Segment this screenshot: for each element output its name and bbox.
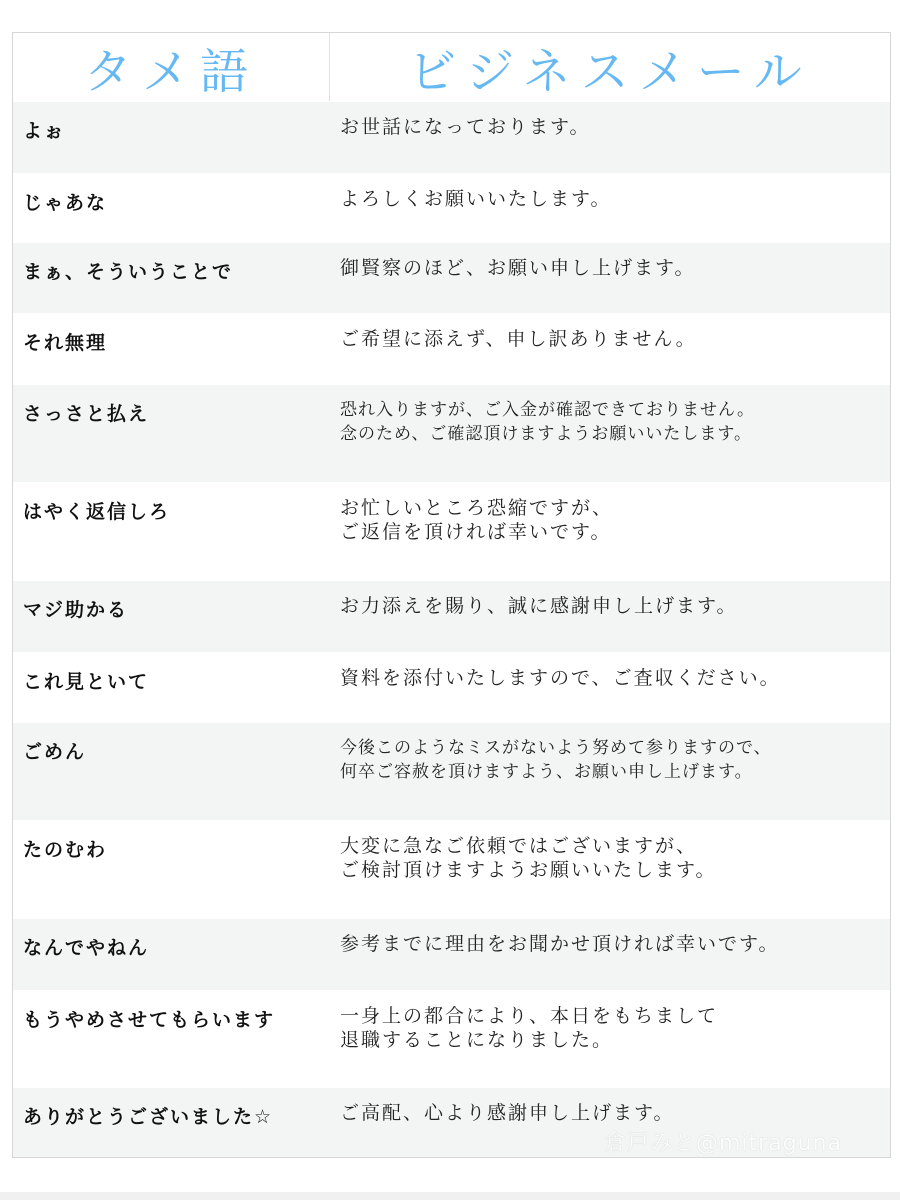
table-row: [13, 242, 890, 313]
casual-phrase: たのむわ: [23, 839, 108, 861]
business-phrase: お忙しいところ恐縮ですが、 ご返信を頂ければ幸いです。: [340, 497, 614, 543]
casual-phrase: じゃあな: [23, 192, 108, 214]
casual-phrase: ありがとうございました☆: [23, 1106, 274, 1128]
business-phrase: お世話になっております。: [340, 116, 591, 138]
table-row: [13, 173, 890, 242]
casual-phrase: よぉ: [23, 120, 66, 142]
table-body: [13, 101, 890, 1157]
author-watermark: 倉戸みと@mitraguna: [604, 1131, 843, 1156]
casual-phrase: ごめん: [23, 741, 87, 763]
business-phrase: 資料を添付いたしますので、ご査収ください。: [340, 667, 781, 689]
business-phrase: 一身上の都合により、本日をもちまして 退職することになりました。: [340, 1005, 719, 1051]
casual-phrase: これ見といて: [23, 671, 150, 693]
business-phrase: お力添えを賜り、誠に感謝申し上げます。: [340, 595, 738, 617]
business-phrase: 今後このようなミスがないよう努めて参りますので、 何卒ご容赦を頂けますよう、お願い申し上げます。: [340, 738, 772, 782]
table-row: [13, 101, 890, 173]
table-row: [13, 652, 890, 722]
table-row: [13, 482, 890, 580]
table-row: [13, 722, 890, 820]
table-row: [13, 384, 890, 482]
table-row: [13, 990, 890, 1087]
business-phrase: ご高配、心より感謝申し上げます。: [340, 1102, 675, 1124]
casual-phrase: まぁ、そういうことで: [23, 261, 234, 283]
bottom-strip: [0, 1192, 900, 1200]
business-phrase: 大変に急なご依頼ではございますが、 ご検討頂けますようお願いいたします。: [340, 835, 717, 881]
casual-phrase: はやく返信しろ: [23, 501, 171, 523]
casual-phrase: なんでやねん: [23, 937, 150, 959]
table-row: [13, 820, 890, 918]
business-phrase: よろしくお願いいたします。: [340, 188, 612, 210]
business-phrase: 参考までに理由をお聞かせ頂ければ幸いです。: [340, 933, 780, 955]
table-row: [13, 580, 890, 652]
header-business: ビジネスメール: [408, 43, 812, 100]
header-casual: タメ語: [83, 43, 258, 100]
business-phrase: 御賢察のほど、お願い申し上げます。: [340, 257, 696, 279]
casual-phrase: それ無理: [23, 332, 108, 354]
casual-phrase: さっさと払え: [23, 403, 150, 425]
table-header: [13, 33, 890, 101]
business-phrase: 恐れ入りますが、ご入金が確認できておりません。 念のため、ご確認頂けますようお願いいたします。: [340, 400, 756, 444]
business-phrase: ご希望に添えず、申し訳ありません。: [340, 328, 697, 350]
table-row: [13, 918, 890, 990]
casual-phrase: もうやめさせてもらいます: [23, 1009, 276, 1031]
comparison-table: [12, 32, 891, 1158]
casual-phrase: マジ助かる: [23, 599, 129, 621]
table-row: [13, 313, 890, 384]
